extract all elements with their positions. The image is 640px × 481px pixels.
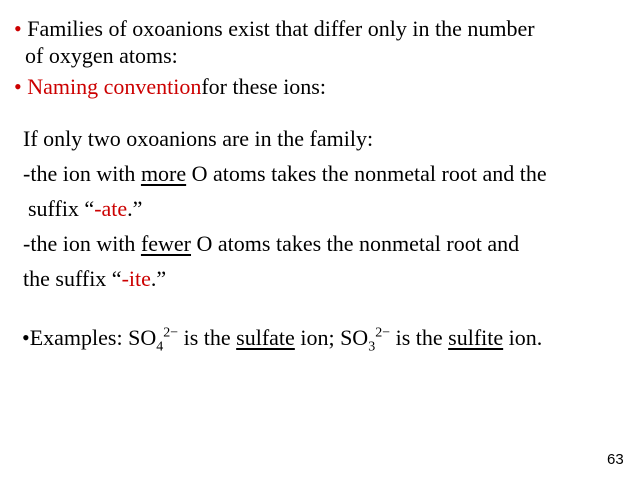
examples-is-the-2: is the bbox=[395, 325, 443, 350]
rule-fewer-text: O atoms takes the nonmetal root and bbox=[196, 231, 520, 256]
sulfite-name: sulfite bbox=[448, 325, 504, 350]
rule-more-line-2 bbox=[28, 197, 142, 221]
rule-fewer-prefix: -the ion with bbox=[23, 231, 136, 256]
sulfate-formula bbox=[128, 325, 179, 355]
sulfite-charge: 2− bbox=[375, 325, 391, 341]
bullet-text-line-2: of oxygen atoms: bbox=[25, 43, 178, 68]
rule-more-text: O atoms takes the nonmetal root and the bbox=[191, 161, 547, 186]
sulfate-subscript: 4 bbox=[156, 339, 164, 355]
ate-suffix: -ate bbox=[94, 196, 128, 221]
bullet-text-line-1: Families of oxoanions exist that differ only in the number bbox=[27, 16, 535, 41]
examples-tail-2: ion. bbox=[508, 325, 543, 350]
sulfate-charge: 2− bbox=[163, 325, 179, 341]
sulfite-formula-base: SO bbox=[340, 325, 369, 350]
examples-tail-1: ion; bbox=[300, 325, 335, 350]
rule-more-prefix: -the ion with bbox=[23, 161, 136, 186]
naming-convention-highlight: Naming convention bbox=[27, 74, 202, 99]
rule-fewer-suffix-close: .” bbox=[150, 266, 167, 291]
sulfate-formula-base: SO bbox=[128, 325, 157, 350]
sulfate-name: sulfate bbox=[236, 325, 295, 350]
bullet-dot: • bbox=[14, 74, 22, 99]
rule-more-keyword: more bbox=[140, 161, 187, 186]
ite-suffix: -ite bbox=[121, 266, 151, 291]
rules-intro-text: If only two oxoanions are in the family: bbox=[23, 126, 374, 151]
bullet-point-1 bbox=[14, 17, 535, 41]
page-number: 63 bbox=[607, 451, 624, 468]
bullet-dot: • bbox=[14, 16, 22, 41]
rules-intro bbox=[23, 127, 373, 151]
sulfite-subscript: 3 bbox=[368, 339, 376, 355]
bullet-2-rest: for these ions: bbox=[201, 74, 326, 99]
examples-bullet: • bbox=[22, 325, 30, 350]
examples-line bbox=[22, 325, 543, 355]
rule-fewer-line-1 bbox=[23, 232, 519, 256]
examples-is-the-1: is the bbox=[183, 325, 231, 350]
rule-more-suffix-close: .” bbox=[127, 196, 143, 221]
rule-more-suffix-open: suffix “ bbox=[28, 196, 95, 221]
examples-label: Examples: bbox=[29, 325, 123, 350]
sulfite-formula bbox=[340, 325, 391, 355]
rule-more-line-1 bbox=[23, 162, 547, 186]
rule-fewer-keyword: fewer bbox=[140, 231, 192, 256]
rule-fewer-line-2 bbox=[23, 267, 166, 291]
bullet-point-1-continuation bbox=[25, 44, 178, 68]
rule-fewer-suffix-open: the suffix “ bbox=[23, 266, 122, 291]
bullet-point-2 bbox=[14, 75, 326, 99]
